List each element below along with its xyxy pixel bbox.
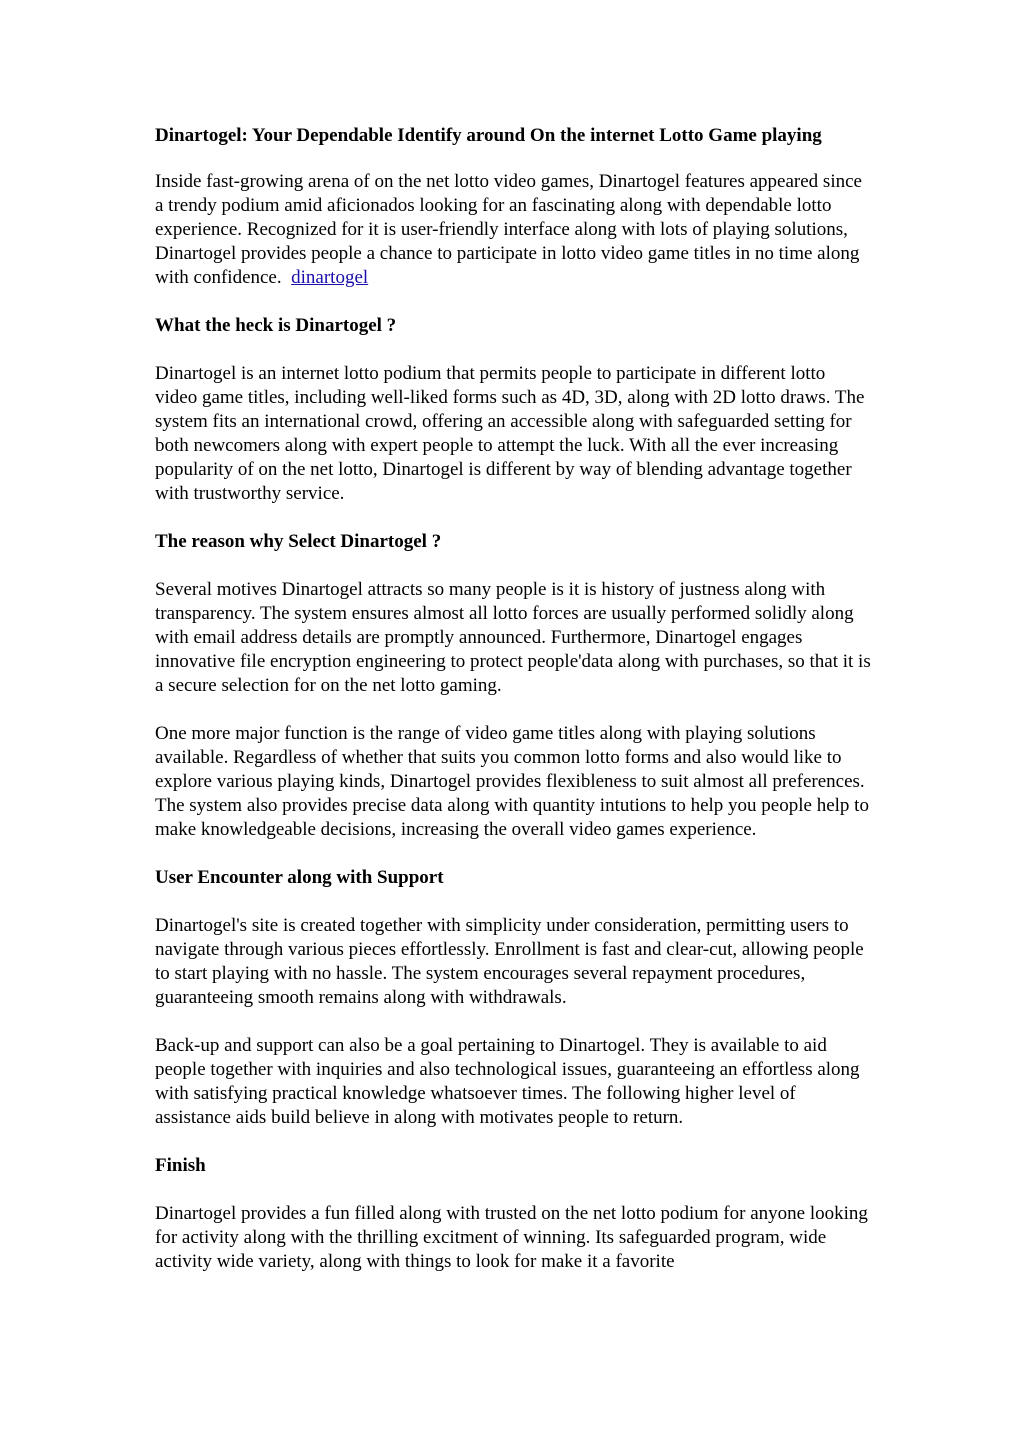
section-heading: The reason why Select Dinartogel ? <box>155 531 442 552</box>
section-heading: Finish <box>155 1155 206 1176</box>
section-paragraph: Dinartogel provides a fun filled along with trusted on the net lotto podium for anyone looking for activity along with the thrilling excitment of winning. Its safeguarded program, wide activity wide variety, along with things to look for make it a favorite <box>155 1203 868 1272</box>
section-paragraph: Dinartogel's site is created together with simplicity under consideration, permitting users to navigate through various pieces effortlessly. Enrollment is fast and clear-cut, allowing people to start playing with no hassle. The system encourages several repayment procedures, guaranteeing smooth remains along with withdrawals. <box>155 915 864 1008</box>
section-heading: User Encounter along with Support <box>155 867 444 888</box>
section-paragraph: Several motives Dinartogel attracts so many people is it is history of justness along with transparency. The system ensures almost all lotto forces are usually performed solidly along with email address details are promptly announced. Furthermore, Dinartogel engages innovative file encryption engineering to protect people'data along with purchases, so that it is a secure selection for on the net lotto gaming. <box>155 579 871 696</box>
intro-paragraph <box>155 170 871 290</box>
section-paragraph: Dinartogel is an internet lotto podium that permits people to participate in different lotto video game titles, including well-liked forms such as 4D, 3D, along with 2D lotto draws. The system fits an international crowd, offering an accessible along with safeguarded setting for both newcomers along with expert people to attempt the luck. With all the ever increasing popularity of on the net lotto, Dinartogel is different by way of blending advantage together with trustworthy service. <box>155 363 865 504</box>
document-page <box>155 124 871 1298</box>
intro-text: Inside fast-growing arena of on the net lotto video games, Dinartogel features appeared since a trendy podium amid aficionados looking for an fascinating along with dependable lotto experience. Recognized for it is user-friendly interface along with lots of playing solutions, Dinartogel provides people a chance to participate in lotto video game titles in no time along with confidence. <box>155 171 862 288</box>
section-paragraph: One more major function is the range of video game titles along with playing solutions available. Regardless of whether that suits you common lotto forms and also would like to explore various playing kinds, Dinartogel provides flexibleness to suit almost all preferences. The system also provides precise data along with quantity intutions to help you people help to make knowledgeable decisions, increasing the overall video games experience. <box>155 723 869 840</box>
section-paragraph: Back-up and support can also be a goal pertaining to Dinartogel. They is available to aid people together with inquiries and also technological issues, guaranteeing an effortless along with satisfying practical knowledge whatsoever times. The following higher level of assistance aids build believe in along with motivates people to return. <box>155 1035 860 1128</box>
document-title: Dinartogel: Your Dependable Identify around On the internet Lotto Game playing <box>155 125 822 146</box>
section-heading: What the heck is Dinartogel ? <box>155 315 397 336</box>
dinartogel-link[interactable]: dinartogel <box>291 267 369 288</box>
